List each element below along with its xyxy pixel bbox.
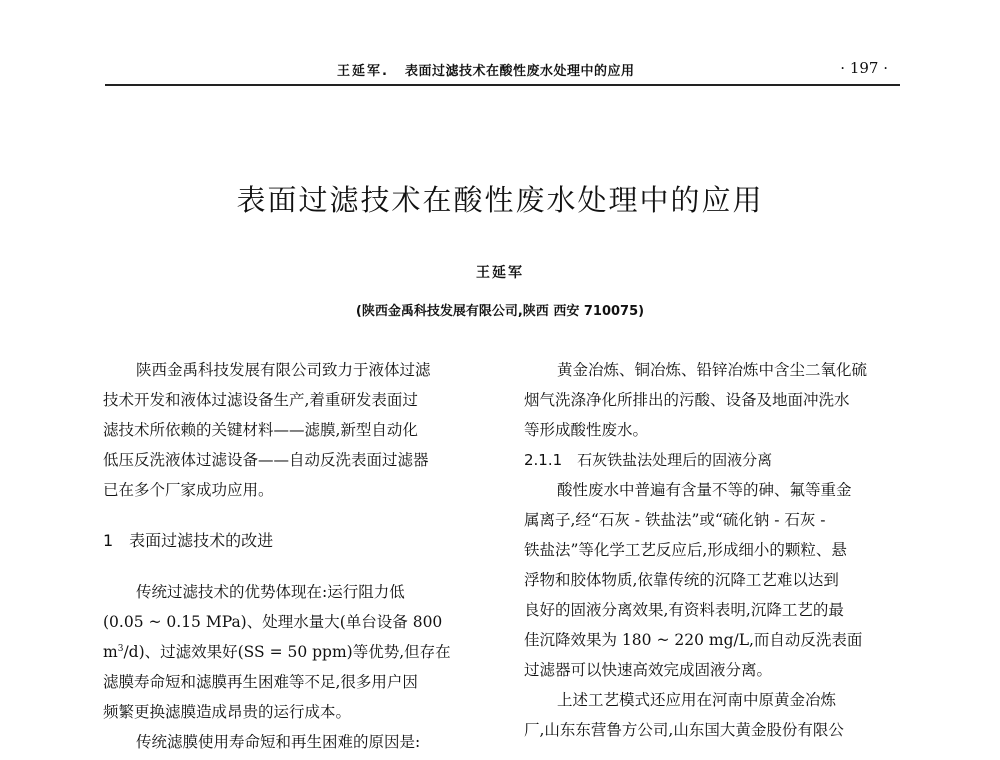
body-line-rest: /d)、过滤效果好(SS = 50 ppm)等优势,但存在 (123, 643, 451, 661)
running-head-title: 表面过滤技术在酸性废水处理中的应用 (405, 64, 635, 79)
unit-superscript: 3 (117, 643, 124, 654)
body-line: 良好的固液分离效果,有资料表明,沉降工艺的最 (524, 601, 844, 619)
body-line: 过滤器可以快速高效完成固液分离。 (524, 661, 773, 679)
body-line: 酸性废水中普遍有含量不等的砷、氟等重金 (557, 481, 852, 499)
left-column (103, 355, 473, 757)
page-number: · 197 · (840, 59, 888, 77)
paper-author: 王延军 (476, 265, 524, 281)
body-line: 技术开发和液体过滤设备生产,着重研发表面过 (103, 391, 418, 409)
running-head (105, 56, 900, 80)
body-line: 传统过滤技术的优势体现在:运行阻力低 (136, 583, 405, 601)
body-line: 陕西金禹科技发展有限公司致力于液体过滤 (136, 361, 431, 379)
body-line: 铁盐法”等化学工艺反应后,形成细小的颗粒、悬 (524, 541, 847, 559)
body-line: 低压反洗液体过滤设备——自动反洗表面过滤器 (103, 451, 429, 469)
body-line: 滤膜寿命短和滤膜再生困难等不足,很多用户因 (103, 673, 418, 691)
body-line: 传统滤膜使用寿命短和再生困难的原因是: (136, 733, 421, 751)
paper-affiliation: (陕西金禹科技发展有限公司,陕西 西安 710075) (355, 304, 645, 319)
header-rule (105, 84, 900, 86)
body-line: 烟气洗涤净化所排出的污酸、设备及地面冲洗水 (524, 391, 850, 409)
body-line: 黄金冶炼、铜冶炼、铅锌冶炼中含尘二氧化硫 (557, 361, 868, 379)
right-column (524, 355, 894, 745)
body-line: 厂,山东东营鲁方公司,山东国大黄金股份有限公 (524, 721, 844, 739)
unit-m: m (103, 643, 118, 661)
body-line: 浮物和胶体物质,依靠传统的沉降工艺难以达到 (524, 571, 839, 589)
paper-title: 表面过滤技术在酸性废水处理中的应用 (236, 183, 764, 217)
body-line: 滤技术所依赖的关键材料——滤膜,新型自动化 (103, 421, 418, 439)
subsection-heading: 2.1.1 石灰铁盐法处理后的固液分离 (524, 451, 773, 469)
running-head-author: 王延军. (337, 64, 389, 79)
body-line: 等形成酸性废水。 (524, 421, 649, 439)
body-line: 频繁更换滤膜造成昂贵的运行成本。 (103, 703, 352, 721)
body-line: 已在多个厂家成功应用。 (103, 481, 274, 499)
body-line: 属离子,经“石灰 - 铁盐法”或“硫化钠 - 石灰 - (524, 511, 826, 529)
body-line: 佳沉降效果为 180 ~ 220 mg/L,而自动反洗表面 (524, 631, 863, 649)
body-line: 上述工艺模式还应用在河南中原黄金冶炼 (557, 691, 837, 709)
body-line (103, 637, 473, 667)
section-heading: 1 表面过滤技术的改进 (103, 531, 274, 550)
body-line: (0.05 ~ 0.15 MPa)、处理水量大(单台设备 800 (103, 613, 443, 631)
